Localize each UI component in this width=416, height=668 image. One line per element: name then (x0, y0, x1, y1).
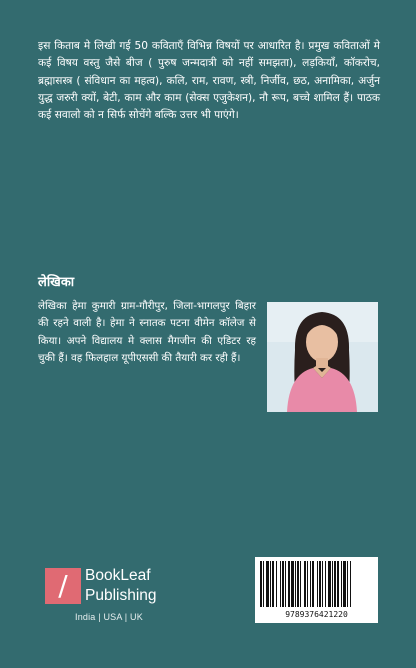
publisher-logo (45, 566, 185, 626)
barcode-bar (270, 561, 271, 607)
barcode-bar (343, 561, 346, 607)
barcode-bar (288, 561, 290, 607)
book-blurb: इस किताब मे लिखी गई 50 कविताएँ विभिन्न विषयों पर आधारित है। प्रमुख कविताओं मे कई विषय वस्तु जैसे बीज ( पुरुष जन्मदात्री को नहीं समझता), लड़कियाँ, कॉकरोच, ब्रह्मासस्त्र ( संविधान का महत्व), कलि, राम, रावण, स्त्री, निर्जीव, छठ, अनामिका, अर्जुन युद्ध जरुरी क्यों, बेटी, काम और काम (सेक्स एजुकेशन), नौ रूप, बच्चे शामिल हैं। पाठक कई सवालो को न सिर्फ सोचेंगे बल्कि उत्तर भी पाएंगे। (38, 40, 380, 122)
author-photo-illustration (267, 302, 378, 412)
isbn-number: 9789376421220 (285, 610, 348, 619)
barcode-bar (317, 561, 318, 607)
barcode-bar (347, 561, 348, 607)
barcode-bar (332, 561, 333, 607)
barcode-bar (285, 561, 286, 607)
barcode-bar (322, 561, 323, 607)
barcode-bar (260, 561, 262, 607)
author-bio: लेखिका हेमा कुमारी ग्राम-गौरीपुर, जिला-भागलपुर बिहार की रहने वाली है। हेमा ने स्नातक पटना वीमेन कॉलेज से किया। अपने विद्यालय मे क्लास मैगजीन की एडिटर रह चुकी हैं। वह फिलहाल यूपीएससी की तैयारी कर रही हैं। (38, 300, 256, 364)
barcode-bar (337, 561, 339, 607)
barcode-bar (341, 561, 342, 607)
barcode-bar (312, 561, 314, 607)
barcode-bar (297, 561, 299, 607)
barcode-bar (325, 561, 326, 607)
barcode-bar (319, 561, 321, 607)
barcode-bar (282, 561, 284, 607)
barcode-bar (300, 561, 301, 607)
barcode-bar (280, 561, 281, 607)
barcode-bar (310, 561, 311, 607)
barcode-bar (272, 561, 274, 607)
publisher-name-line1: BookLeaf (85, 567, 151, 584)
publisher-name-line2: Publishing (85, 587, 157, 604)
barcode-bar (350, 561, 351, 607)
barcode-bar (304, 561, 306, 607)
barcode-bar (266, 561, 269, 607)
barcode-bar (291, 561, 294, 607)
publisher-name (85, 566, 157, 606)
author-photo (267, 302, 378, 412)
isbn-barcode (255, 557, 378, 623)
barcode-bar (263, 561, 264, 607)
barcode-bar (307, 561, 308, 607)
barcode-bar (328, 561, 331, 607)
publisher-slash-icon: / (45, 568, 81, 604)
barcode-bar (334, 561, 336, 607)
barcode-bar (295, 561, 296, 607)
publisher-regions: India | USA | UK (75, 612, 143, 622)
author-heading: लेखिका (38, 275, 75, 290)
barcode-bar (276, 561, 277, 607)
barcode-bars (260, 561, 373, 607)
